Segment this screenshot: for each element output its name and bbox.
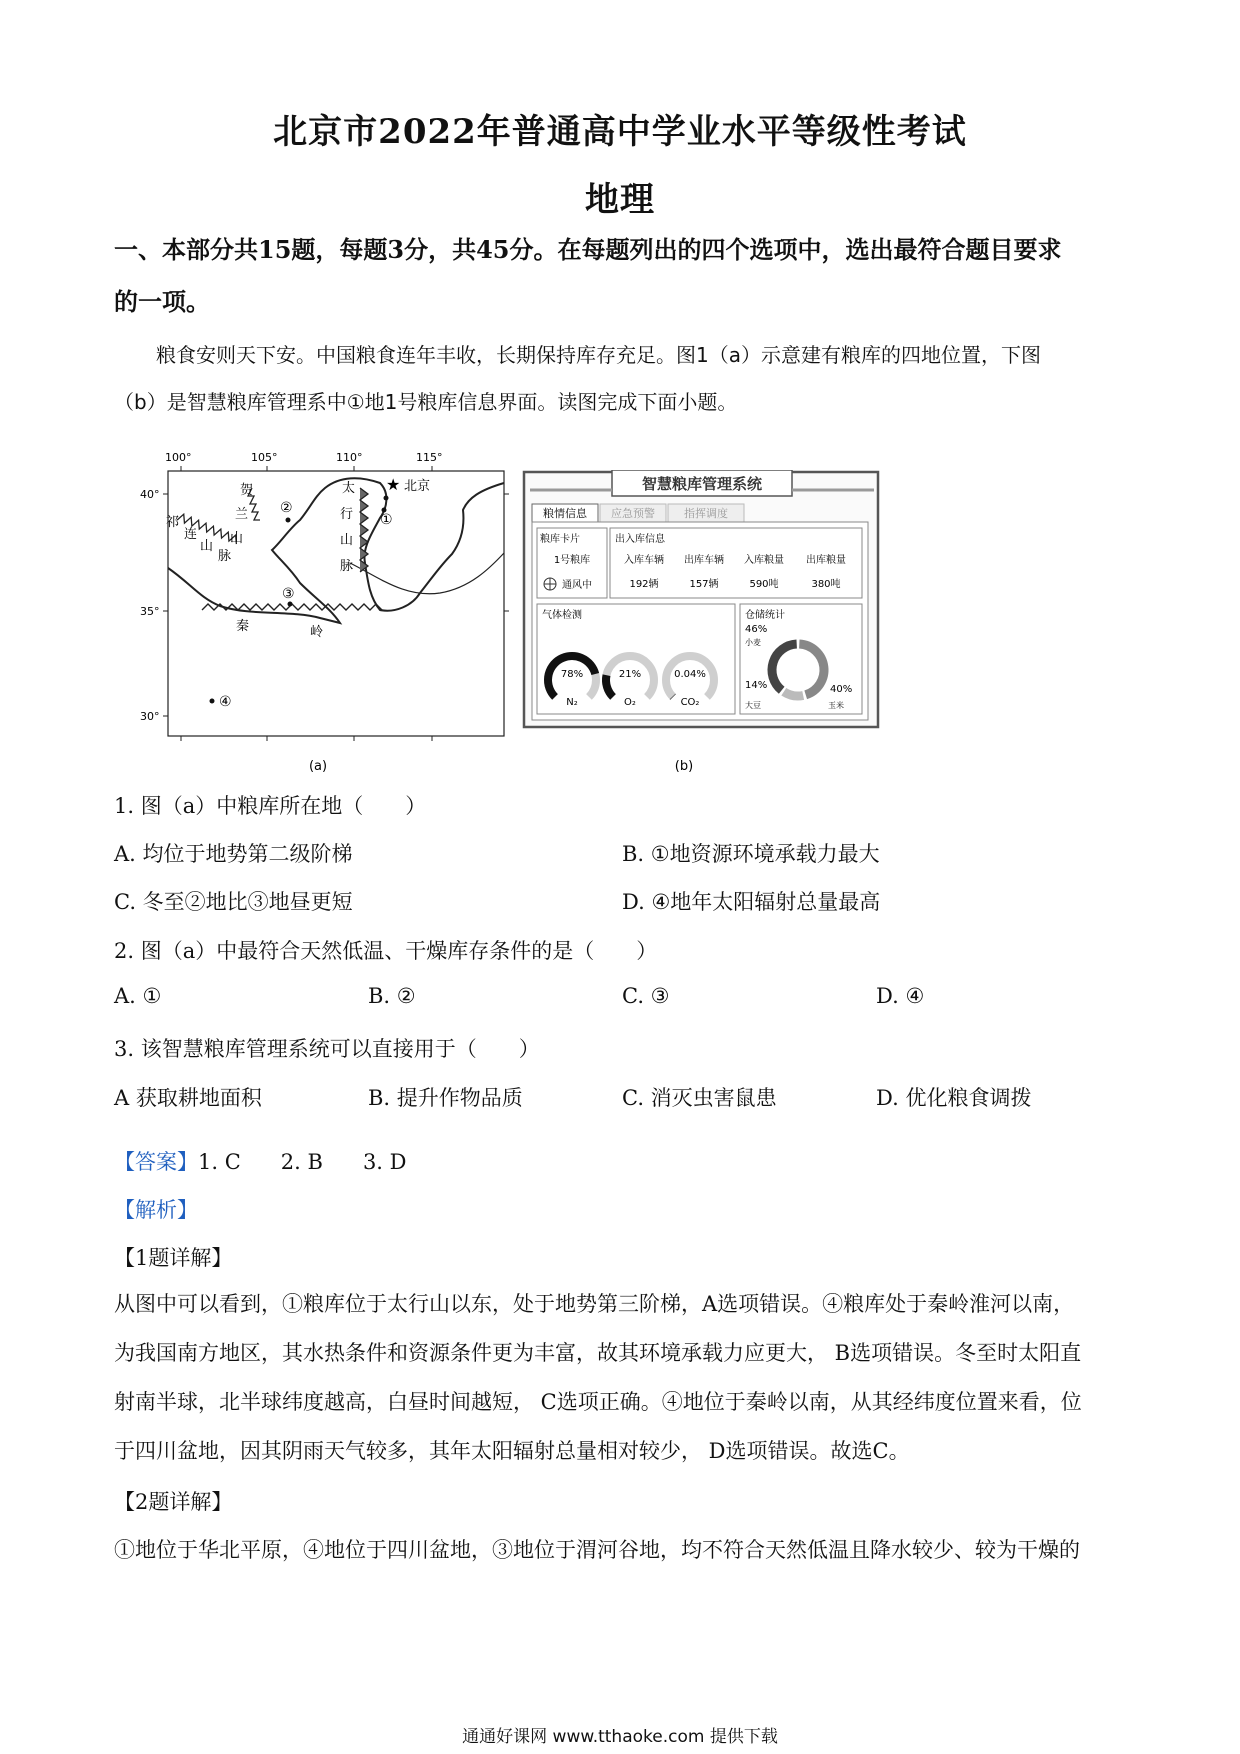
answer-2: 2. B: [280, 1150, 323, 1174]
io-value-2: 157辆: [689, 579, 719, 590]
point-3-label: ③: [282, 586, 295, 602]
taihang-char-2: 行: [340, 507, 354, 522]
question-2-stem: 2. 图（a）中最符合天然低温、干燥库存条件的是（ ）: [114, 939, 658, 963]
lat-label-30: 30°: [140, 710, 160, 723]
storage-name-corn: 玉米: [828, 701, 844, 710]
detail-2-heading: 【2题详解】: [114, 1490, 233, 1514]
intro-line1: 粮食安则天下安。中国粮食连年丰收，长期保持库存充足。图1（a）示意建有粮库的四地位置，下图: [156, 343, 1041, 367]
beijing-star-icon: ★: [386, 475, 401, 494]
io-header-3: 入库粮量: [744, 555, 784, 566]
gas-pct-n2: 78%: [560, 669, 584, 680]
q3-option-b: B. 提升作物品质: [368, 1086, 523, 1110]
helan-char-3: 山: [230, 531, 244, 546]
card-title: 粮库卡片: [540, 534, 580, 545]
qilian-char-3: 山: [200, 539, 214, 554]
q1-option-a: A. 均位于地势第二级阶梯: [114, 842, 353, 866]
qilian-char-2: 连: [184, 527, 198, 542]
page-footer: 通通好课网 www.tthaoke.com 提供下载: [462, 1727, 778, 1747]
gas-name-co2: CO₂: [680, 697, 700, 708]
io-value-1: 192辆: [629, 579, 659, 590]
lat-label-40: 40°: [140, 488, 160, 501]
q3-option-d: D. 优化粮食调拨: [876, 1086, 1032, 1110]
qinling-char-1: 秦: [236, 619, 250, 634]
lon-label-110: 110°: [336, 451, 363, 464]
analysis-tag: 【解析】: [114, 1198, 198, 1222]
tab-dispatch: 指挥调度: [684, 507, 728, 520]
section-heading-line2: 的一项。: [114, 287, 210, 316]
detail-1-line: 为我国南方地区，其水热条件和资源条件更为丰富，故其环境承载力应更大， B选项错误。冬至时太阳直: [114, 1341, 1082, 1365]
gas-name-o2: O₂: [624, 697, 636, 708]
panel-title: 智慧粮库管理系统: [641, 475, 763, 493]
io-title: 出入库信息: [615, 534, 665, 545]
detail-1-text: [114, 1280, 1129, 1476]
q3-option-c: C. 消灭虫害鼠患: [622, 1086, 777, 1110]
detail-1-line: 射南半球，北半球纬度越高，白昼时间越短， C选项正确。④地位于秦岭以南，从其经纬度位置来看，位: [114, 1390, 1082, 1414]
taihang-char-1: 太: [342, 481, 356, 496]
tab-warning: 应急预警: [611, 507, 655, 520]
q1-option-d: D. ④地年太阳辐射总量最高: [622, 890, 881, 914]
io-value-4: 380吨: [811, 579, 841, 590]
answer-line: [114, 1146, 407, 1176]
point-2-label: ②: [280, 500, 293, 516]
figure-a-map: [140, 448, 510, 773]
q3-option-a: A 获取耕地面积: [114, 1086, 262, 1110]
detail-2-line: ①地位于华北平原，④地位于四川盆地，③地位于渭河谷地，均不符合天然低温且降水较少、较为干燥的: [114, 1538, 1080, 1562]
question-1-stem: 1. 图（a）中粮库所在地（ ）: [114, 794, 427, 818]
taihang-char-3: 山: [340, 533, 354, 548]
point-4-label: ④: [219, 694, 232, 710]
detail-1-line: 从图中可以看到，①粮库位于太行山以东，处于地势第三阶梯，A选项错误。④粮库处于秦岭淮河以南，: [114, 1292, 1075, 1316]
taihang-char-4: 脉: [340, 559, 354, 574]
analysis-line: [114, 1194, 198, 1224]
gas-name-n2: N₂: [566, 697, 578, 708]
lon-label-100: 100°: [165, 451, 192, 464]
qilian-char-1: 祁: [166, 515, 180, 530]
answer-3: 3. D: [362, 1150, 407, 1174]
qilian-char-4: 脉: [218, 549, 232, 564]
detail-1-line: 于四川盆地，因其阴雨天气较多，其年太阳辐射总量相对较少， D选项错误。故选C。: [114, 1439, 910, 1463]
q2-option-c: C. ③: [622, 984, 670, 1008]
section-heading: [114, 224, 1134, 328]
exam-title: 北京市2022年普通高中学业水平等级性考试: [273, 112, 967, 152]
detail-2-text: [114, 1526, 1129, 1575]
subject-title: 地理: [585, 180, 655, 220]
storage-pct-soy: 14%: [745, 680, 768, 691]
io-header-2: 出库车辆: [684, 555, 724, 566]
lat-label-35: 35°: [140, 605, 160, 618]
answer-1: 1. C: [198, 1150, 241, 1174]
donut-slice-1: [784, 692, 803, 696]
beijing-label: 北京: [404, 479, 431, 494]
q2-option-b: B. ②: [368, 984, 416, 1008]
caption-a: (a): [308, 759, 328, 773]
q1-option-c: C. 冬至②地比③地昼更短: [114, 890, 353, 914]
question-3-stem: 3. 该智慧粮库管理系统可以直接用于（ ）: [114, 1037, 540, 1061]
tab-grain-info: 粮情信息: [543, 507, 587, 520]
storage-pct-wheat: 46%: [745, 624, 768, 635]
caption-b: (b): [674, 759, 694, 774]
helan-char-1: 贺: [240, 483, 254, 498]
gas-pct-co2: 0.04%: [674, 669, 706, 680]
figure-b-panel: [522, 470, 882, 775]
qinling-char-2: 岭: [310, 625, 324, 640]
q2-option-d: D. ④: [876, 984, 925, 1008]
lon-label-115: 115°: [416, 451, 443, 464]
helan-char-2: 兰: [235, 507, 249, 522]
detail-1-heading: 【1题详解】: [114, 1246, 233, 1270]
storage-title: 仓储统计: [745, 610, 785, 621]
gas-title: 气体检测: [542, 610, 582, 621]
io-header-1: 入库车辆: [624, 555, 664, 566]
io-value-3: 590吨: [749, 579, 779, 590]
storage-pct-corn: 40%: [830, 684, 853, 695]
q2-option-a: A. ①: [114, 984, 162, 1008]
lon-label-105: 105°: [251, 451, 278, 464]
card-status: 通风中: [562, 580, 592, 591]
card-name: 1号粮库: [553, 555, 591, 566]
io-header-4: 出库粮量: [806, 555, 846, 566]
storage-name-wheat: 小麦: [745, 638, 761, 647]
point-1-label: ①: [380, 512, 393, 528]
intro-line2: （b）是智慧粮库管理系中①地1号粮库信息界面。读图完成下面小题。: [114, 390, 738, 414]
storage-name-soy: 大豆: [745, 701, 761, 710]
answer-tag: 【答案】: [114, 1150, 198, 1174]
section-heading-line1: 一、本部分共15题，每题3分，共45分。在每题列出的四个选项中，选出最符合题目要求: [114, 235, 1062, 264]
q1-option-b: B. ①地资源环境承载力最大: [622, 842, 880, 866]
gas-pct-o2: 21%: [618, 669, 642, 680]
